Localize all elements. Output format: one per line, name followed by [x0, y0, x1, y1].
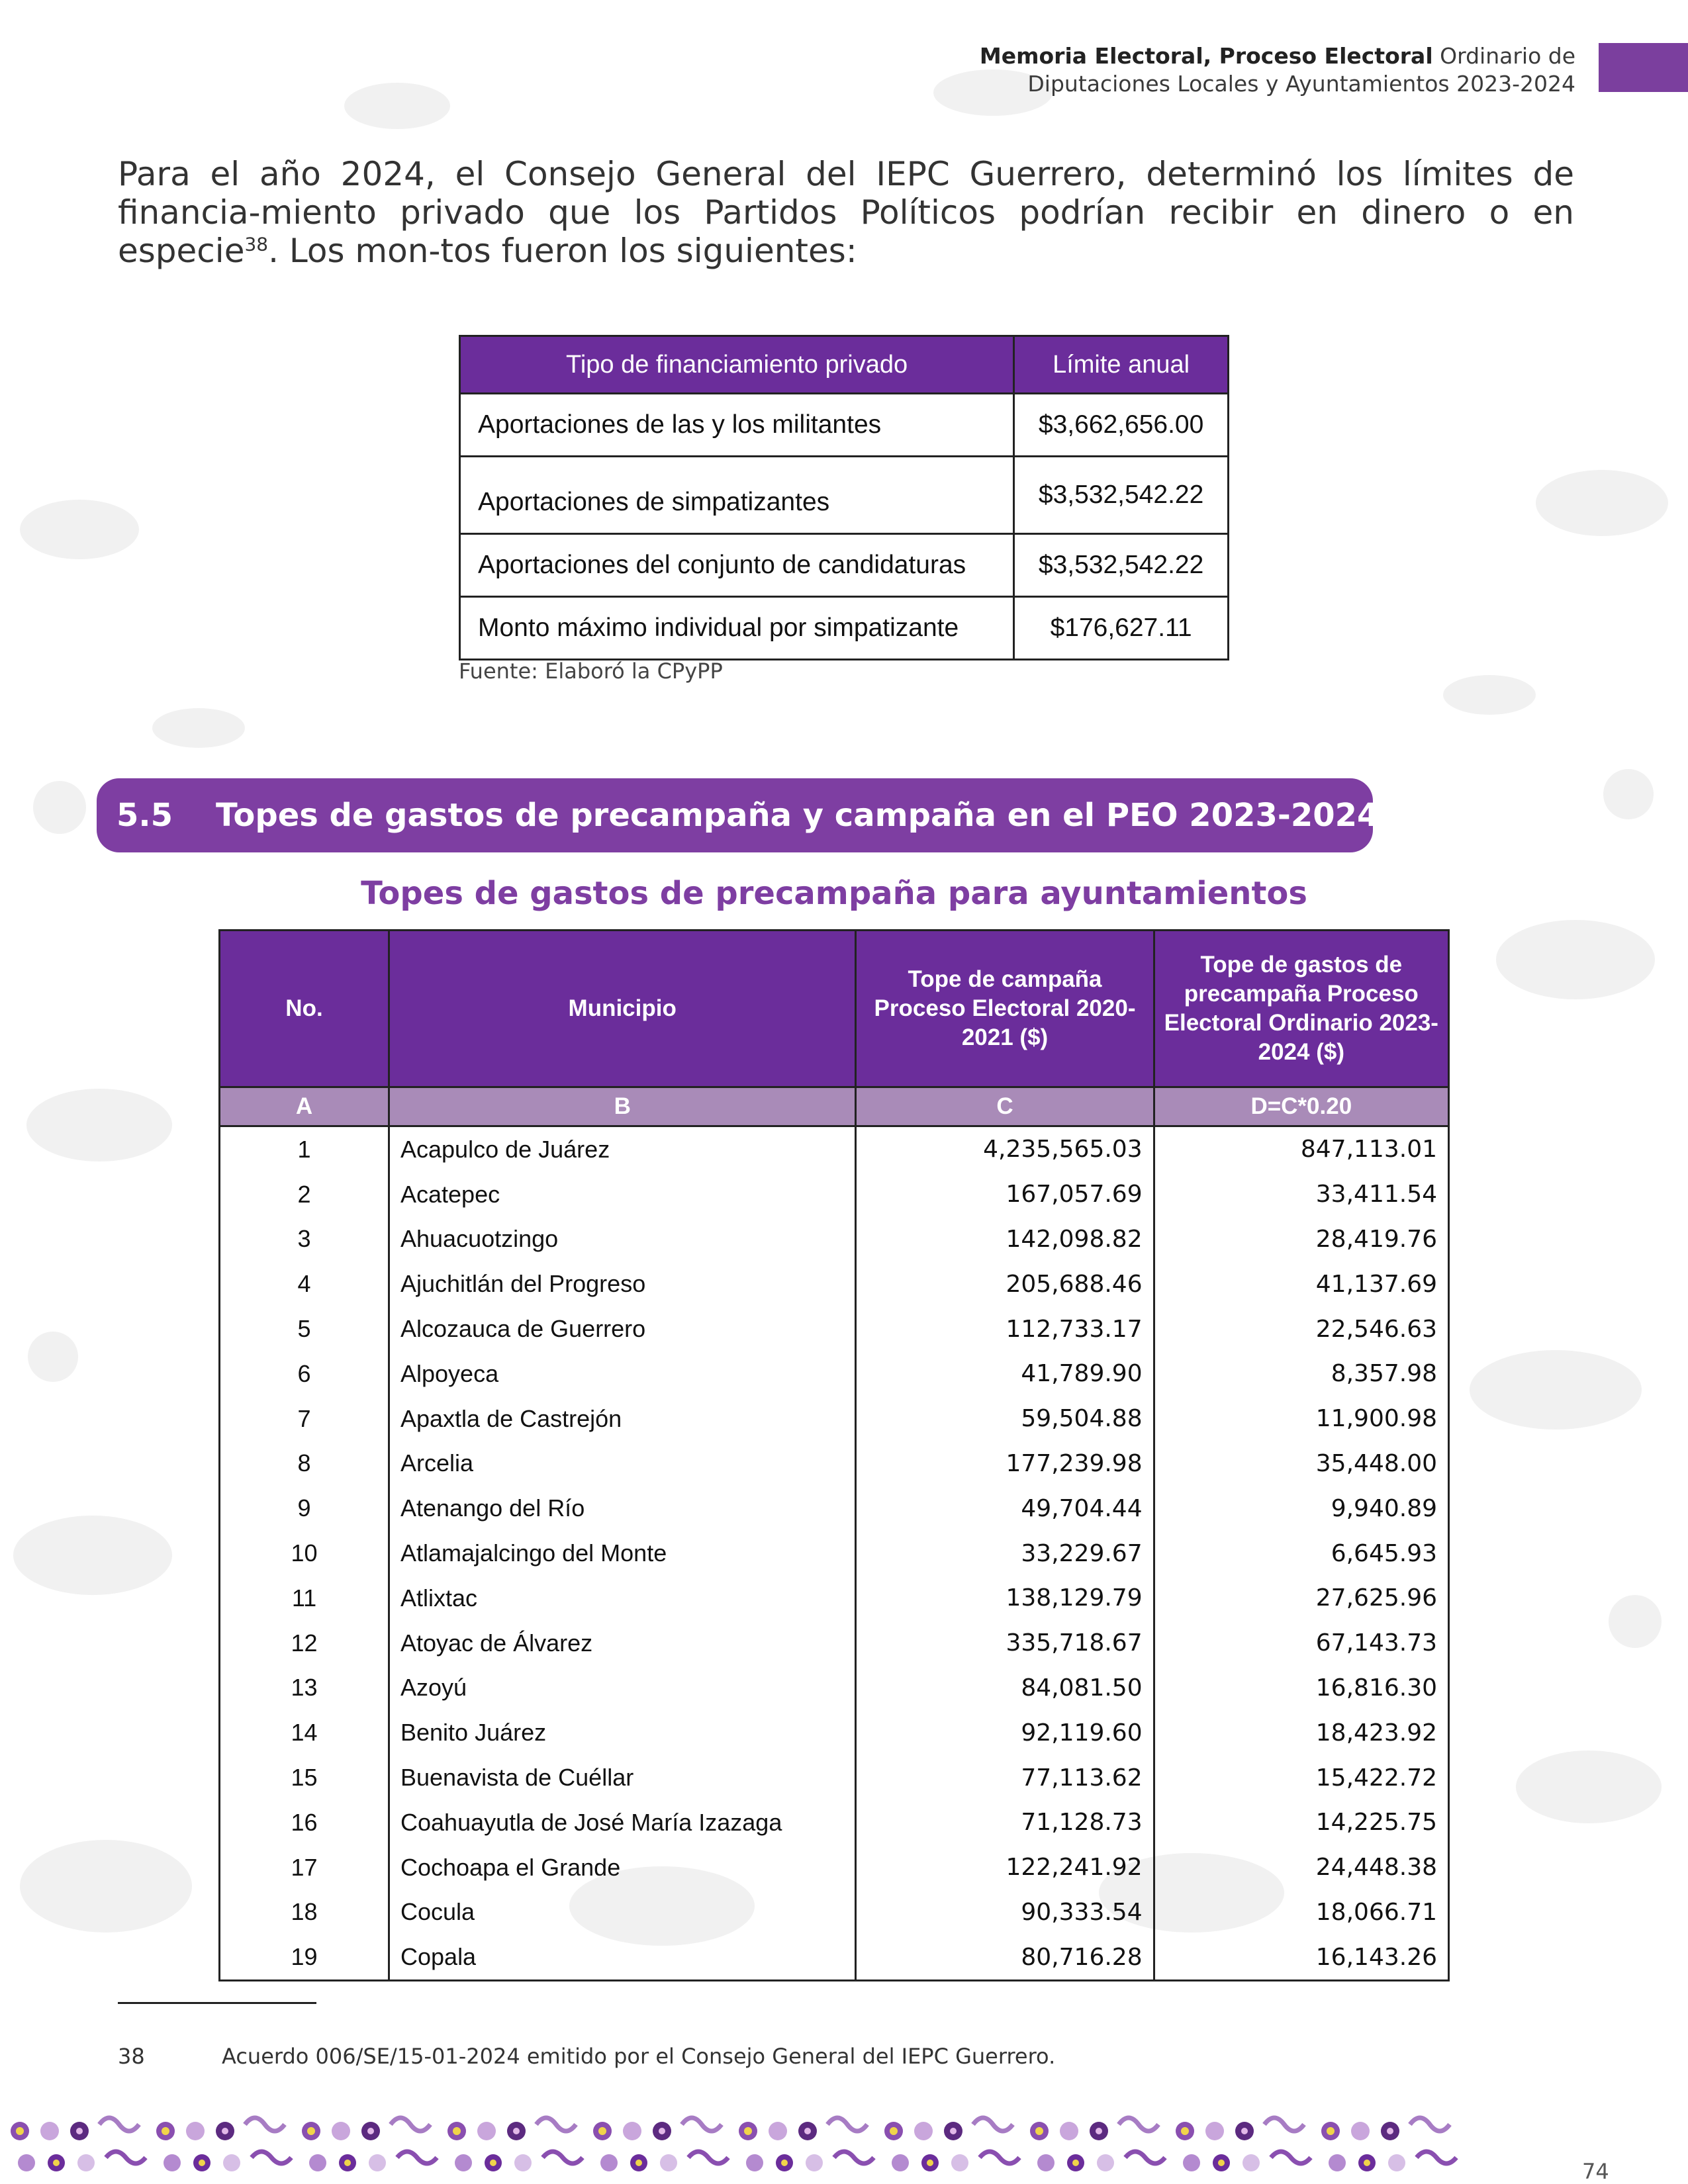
column-header: Límite anual	[1014, 336, 1229, 394]
annual-limit-cell: $176,627.11	[1014, 597, 1229, 660]
table-row	[220, 1890, 1449, 1935]
header-accent-bar	[1599, 43, 1688, 92]
table-row	[220, 1621, 1449, 1666]
precampaign-cap-cell: 27,625.96	[1154, 1576, 1448, 1621]
table-row	[460, 534, 1229, 597]
section-number: 5.5	[117, 797, 173, 834]
precampaign-cap-cell: 15,422.72	[1154, 1755, 1448, 1800]
campaign-cap-cell: 335,718.67	[856, 1621, 1154, 1666]
row-number-cell: 12	[220, 1621, 389, 1666]
row-number-cell: 8	[220, 1441, 389, 1486]
precampaign-cap-cell: 22,546.63	[1154, 1306, 1448, 1351]
municipio-cell: Coahuayutla de José María Izazaga	[389, 1800, 856, 1845]
municipio-cell: Alpoyeca	[389, 1351, 856, 1396]
municipio-cell: Apaxtla de Castrejón	[389, 1396, 856, 1441]
municipio-cell: Atoyac de Álvarez	[389, 1621, 856, 1666]
municipio-cell: Benito Juárez	[389, 1710, 856, 1755]
precampaign-cap-cell: 35,448.00	[1154, 1441, 1448, 1486]
row-number-cell: 9	[220, 1486, 389, 1531]
precampaign-cap-cell: 16,143.26	[1154, 1934, 1448, 1980]
intro-text-after: . Los mon-tos fueron los siguientes:	[268, 232, 857, 270]
row-number-cell: 1	[220, 1126, 389, 1172]
column-letter: D=C*0.20	[1154, 1087, 1448, 1126]
precampaign-cap-cell: 6,645.93	[1154, 1531, 1448, 1576]
precampaign-cap-cell: 18,066.71	[1154, 1890, 1448, 1935]
intro-text-before: Para el año 2024, el Consejo General del IEPC Guerrero, determinó los límites de financia-miento privado que los Partidos Políticos podrían recibir en dinero o en especie	[118, 155, 1574, 270]
table-body	[220, 1126, 1449, 1981]
row-number-cell: 2	[220, 1172, 389, 1217]
financing-type-cell: Monto máximo individual por simpatizante	[460, 597, 1014, 660]
row-number-cell: 19	[220, 1934, 389, 1980]
campaign-cap-cell: 90,333.54	[856, 1890, 1154, 1935]
table-row	[220, 1261, 1449, 1306]
table-row	[220, 1351, 1449, 1396]
municipio-cell: Azoyú	[389, 1666, 856, 1711]
running-header	[847, 42, 1575, 98]
column-letter: C	[856, 1087, 1154, 1126]
table-title: Topes de gastos de precampaña para ayuntamientos	[361, 875, 1307, 912]
row-number-cell: 6	[220, 1351, 389, 1396]
table-row	[220, 1576, 1449, 1621]
annual-limit-cell: $3,532,542.22	[1014, 534, 1229, 597]
precampaign-cap-cell: 41,137.69	[1154, 1261, 1448, 1306]
campaign-cap-cell: 112,733.17	[856, 1306, 1154, 1351]
campaign-cap-cell: 167,057.69	[856, 1172, 1154, 1217]
municipio-cell: Arcelia	[389, 1441, 856, 1486]
municipio-cell: Ahuacuotzingo	[389, 1217, 856, 1262]
table-row	[220, 1531, 1449, 1576]
municipio-cell: Acapulco de Juárez	[389, 1126, 856, 1172]
table-row	[220, 1441, 1449, 1486]
campaign-cap-cell: 59,504.88	[856, 1396, 1154, 1441]
annual-limit-cell: $3,532,542.22	[1014, 457, 1229, 534]
row-number-cell: 11	[220, 1576, 389, 1621]
table-row	[220, 1172, 1449, 1217]
table-row	[220, 1755, 1449, 1800]
municipio-cell: Acatepec	[389, 1172, 856, 1217]
financing-type-cell: Aportaciones de las y los militantes	[460, 394, 1014, 457]
precampaign-cap-cell: 9,940.89	[1154, 1486, 1448, 1531]
section-title: Topes de gastos de precampaña y campaña en el PEO 2023-2024	[216, 797, 1380, 834]
row-number-cell: 7	[220, 1396, 389, 1441]
column-header: Tipo de financiamiento privado	[460, 336, 1014, 394]
private-financing-table	[459, 335, 1229, 660]
campaign-cap-cell: 122,241.92	[856, 1845, 1154, 1890]
table-header-row	[220, 931, 1449, 1087]
campaign-cap-cell: 77,113.62	[856, 1755, 1154, 1800]
municipio-cell: Cocula	[389, 1890, 856, 1935]
table-row	[220, 1126, 1449, 1172]
row-number-cell: 4	[220, 1261, 389, 1306]
table-row	[220, 1934, 1449, 1980]
row-number-cell: 18	[220, 1890, 389, 1935]
table-row	[220, 1800, 1449, 1845]
column-header-campaign-cap: Tope de campaña Proceso Electoral 2020-2021 ($)	[856, 931, 1154, 1087]
header-subtitle: Diputaciones Locales y Ayuntamientos 2023-2024	[1027, 71, 1575, 97]
column-letter: B	[389, 1087, 856, 1126]
row-number-cell: 3	[220, 1217, 389, 1262]
table-row	[220, 1710, 1449, 1755]
row-number-cell: 16	[220, 1800, 389, 1845]
campaign-cap-cell: 142,098.82	[856, 1217, 1154, 1262]
financing-type-cell: Aportaciones del conjunto de candidaturas	[460, 534, 1014, 597]
campaign-cap-cell: 33,229.67	[856, 1531, 1154, 1576]
intro-paragraph	[118, 155, 1574, 270]
row-number-cell: 10	[220, 1531, 389, 1576]
page-number: 74	[1582, 2159, 1609, 2184]
row-number-cell: 5	[220, 1306, 389, 1351]
precampaign-cap-cell: 8,357.98	[1154, 1351, 1448, 1396]
column-header-precampaign-cap: Tope de gastos de precampaña Proceso Electoral Ordinario 2023-2024 ($)	[1154, 931, 1448, 1087]
row-number-cell: 17	[220, 1845, 389, 1890]
precampaign-cap-cell: 847,113.01	[1154, 1126, 1448, 1172]
table-row	[220, 1217, 1449, 1262]
header-bold-title: Memoria Electoral, Proceso Electoral	[979, 43, 1433, 69]
municipio-cell: Copala	[389, 1934, 856, 1980]
column-letter-row	[220, 1087, 1449, 1126]
municipio-cell: Alcozauca de Guerrero	[389, 1306, 856, 1351]
footnote-text: Acuerdo 006/SE/15-01-2024 emitido por el Consejo General del IEPC Guerrero.	[222, 2044, 1056, 2069]
precampaign-cap-cell: 28,419.76	[1154, 1217, 1448, 1262]
precampaign-cap-cell: 14,225.75	[1154, 1800, 1448, 1845]
table-header-row	[460, 336, 1229, 394]
campaign-cap-cell: 138,129.79	[856, 1576, 1154, 1621]
row-number-cell: 15	[220, 1755, 389, 1800]
table-row	[220, 1306, 1449, 1351]
table-row	[220, 1845, 1449, 1890]
campaign-cap-cell: 41,789.90	[856, 1351, 1154, 1396]
table-row	[220, 1666, 1449, 1711]
campaign-cap-cell: 4,235,565.03	[856, 1126, 1154, 1172]
column-header-no: No.	[220, 931, 389, 1087]
municipio-cell: Ajuchitlán del Progreso	[389, 1261, 856, 1306]
financing-type-cell: Aportaciones de simpatizantes	[460, 457, 1014, 534]
table-row	[460, 597, 1229, 660]
municipio-cell: Buenavista de Cuéllar	[389, 1755, 856, 1800]
header-title-rest: Ordinario de	[1432, 43, 1575, 69]
campaign-cap-cell: 80,716.28	[856, 1934, 1154, 1980]
precampaign-cap-cell: 11,900.98	[1154, 1396, 1448, 1441]
table-row	[220, 1486, 1449, 1531]
precampaign-cap-cell: 24,448.38	[1154, 1845, 1448, 1890]
municipio-cell: Atlixtac	[389, 1576, 856, 1621]
campaign-cap-cell: 84,081.50	[856, 1666, 1154, 1711]
section-banner	[97, 778, 1380, 852]
annual-limit-cell: $3,662,656.00	[1014, 394, 1229, 457]
campaign-cap-cell: 71,128.73	[856, 1800, 1154, 1845]
municipio-cell: Atenango del Río	[389, 1486, 856, 1531]
precampaign-cap-cell: 18,423.92	[1154, 1710, 1448, 1755]
campaign-cap-cell: 205,688.46	[856, 1261, 1154, 1306]
footnote-number: 38	[118, 2044, 145, 2069]
row-number-cell: 14	[220, 1710, 389, 1755]
precampaign-cap-cell: 67,143.73	[1154, 1621, 1448, 1666]
footnote-rule	[118, 2002, 316, 2004]
precampaign-cap-cell: 33,411.54	[1154, 1172, 1448, 1217]
footnote-reference[interactable]: 38	[244, 233, 269, 255]
campaign-cap-cell: 49,704.44	[856, 1486, 1154, 1531]
table-source-note: Fuente: Elaboró la CPyPP	[459, 659, 723, 684]
column-letter: A	[220, 1087, 389, 1126]
precampaign-caps-table	[218, 929, 1450, 1981]
municipio-cell: Atlamajalcingo del Monte	[389, 1531, 856, 1576]
table-row	[220, 1396, 1449, 1441]
table-row	[460, 394, 1229, 457]
column-header-municipio: Municipio	[389, 931, 856, 1087]
table-row	[460, 457, 1229, 534]
embroidery-border-pattern	[0, 2105, 1503, 2184]
campaign-cap-cell: 177,239.98	[856, 1441, 1154, 1486]
row-number-cell: 13	[220, 1666, 389, 1711]
precampaign-cap-cell: 16,816.30	[1154, 1666, 1448, 1711]
campaign-cap-cell: 92,119.60	[856, 1710, 1154, 1755]
municipio-cell: Cochoapa el Grande	[389, 1845, 856, 1890]
